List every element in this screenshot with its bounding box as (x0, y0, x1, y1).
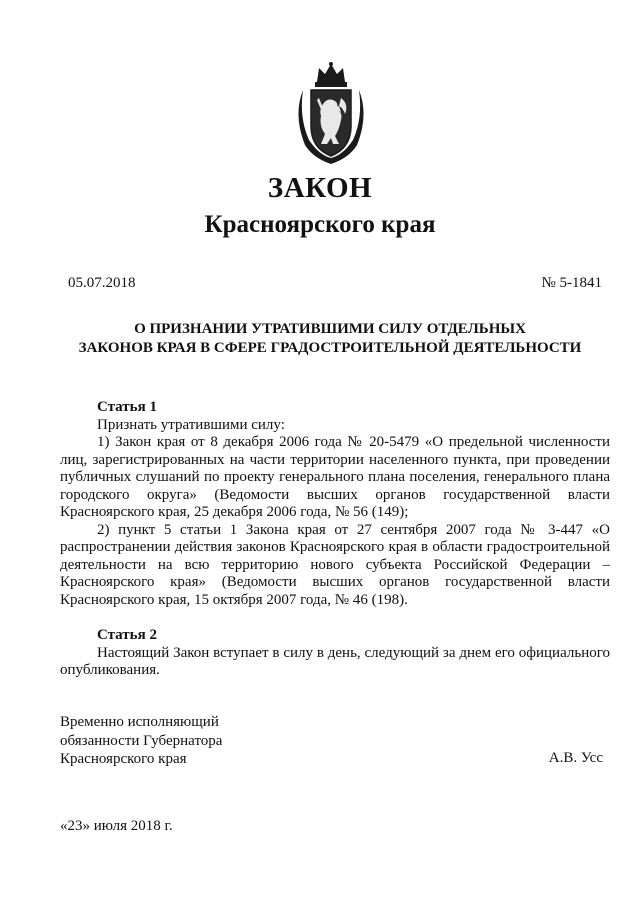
article-1-title: Статья 1 (97, 399, 157, 415)
article-1-item-1: 1) Закон края от 8 декабря 2006 года № 20-5479 «О предельной численности лиц, зарегистрированных на части территории населенного пункта, при проведении публичных слушаний по проекту генерального плана поселения, генерального плана городского округа» (Ведомости высших органов государственной власти Красноярского края, 25 декабря 2006 года, № 56 (149); (60, 434, 610, 520)
article-1 (60, 399, 610, 609)
heading-line-1: О ПРИЗНАНИИ УТРАТИВШИМИ СИЛУ ОТДЕЛЬНЫХ (134, 321, 526, 337)
article-1-intro: Признать утратившими силу: (97, 416, 285, 433)
document-heading (50, 320, 610, 358)
law-title: ЗАКОН (267, 172, 373, 204)
signer-position-line-1: Временно исполняющий (60, 714, 219, 730)
document-number: № 5-1841 (541, 275, 602, 291)
signer-position-line-3: Красноярского края (60, 751, 187, 767)
article-2-text: Настоящий Закон вступает в силу в день, следующий за днем его официального опубликования. (60, 644, 610, 678)
krasnoyarsk-coat-of-arms-icon (289, 60, 373, 168)
signer-name: А.В. Усс (548, 750, 603, 766)
article-2 (60, 627, 610, 680)
law-subtitle: Красноярского края (204, 211, 436, 238)
signer-position-line-2: обязанности Губернатора (60, 732, 223, 749)
signature-block (60, 713, 222, 769)
document-date: 05.07.2018 (68, 275, 136, 291)
heading-line-2: ЗАКОНОВ КРАЯ В СФЕРЕ ГРАДОСТРОИТЕЛЬНОЙ ДЕЯТЕЛЬНОСТИ (78, 340, 582, 356)
article-1-item-2: 2) пункт 5 статьи 1 Закона края от 27 сентября 2007 года № 3-447 «О распространении действия законов Красноярского края в области градостроительной деятельности на всю территорию нового субъекта Российской Федерации – Красноярского края» (Ведомости высших органов государственной власти Красноярского края, 15 октября 2007 года, № 46 (198). (60, 521, 610, 608)
signature-date: «23» июля 2018 г. (60, 818, 173, 834)
article-2-title: Статья 2 (97, 627, 157, 643)
